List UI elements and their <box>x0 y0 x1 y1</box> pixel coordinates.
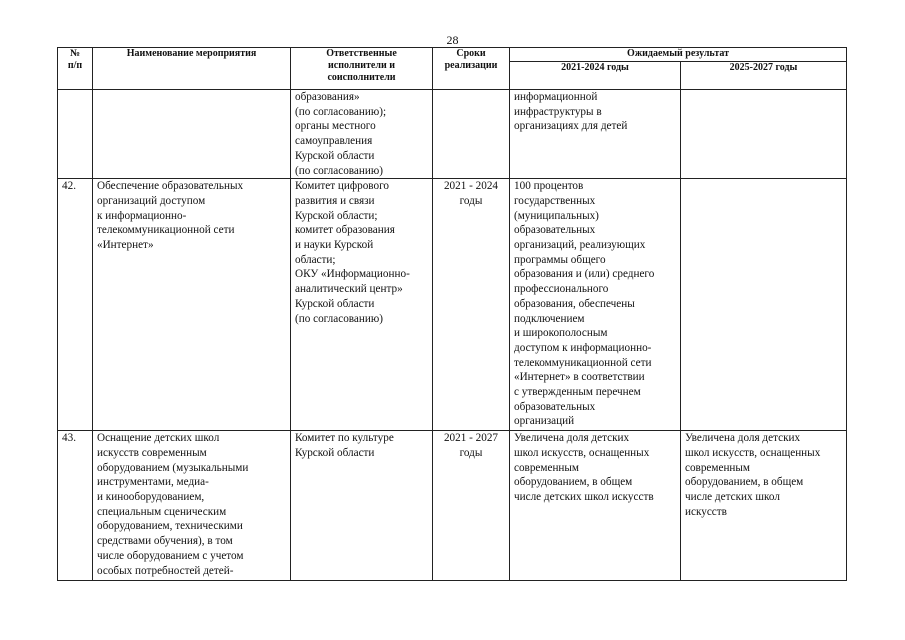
executors: Комитет по культуре Курской области <box>291 431 433 581</box>
measure-name: Оснащение детских школ искусств современным оборудованием (музыкальными инструментами, медиа- и кинооборудованием, специальным сценическим оборудованием, техническими средствами обучения), в том числе оборудованием с учетом особых потребностей детей- <box>93 431 291 581</box>
row-number: 43. <box>58 431 93 581</box>
header-executors: Ответственные исполнители и соисполнители <box>291 48 433 90</box>
measure-name <box>93 90 291 179</box>
terms: 2021 - 2024 годы <box>433 179 510 431</box>
header-measure-name: Наименование мероприятия <box>93 48 291 90</box>
table-row <box>58 90 847 179</box>
measures-table <box>57 47 847 581</box>
page-number: 28 <box>446 33 459 47</box>
table-row <box>58 179 847 431</box>
terms <box>433 90 510 179</box>
executors: Комитет цифрового развития и связи Курской области; комитет образования и науки Курской области; ОКУ «Информационно- аналитический центр» Курской области (по согласованию) <box>291 179 433 431</box>
result-2021-2024: Увеличена доля детских школ искусств, оснащенных современным оборудованием, в общем числе детских школ искусств <box>510 431 681 581</box>
table-row <box>58 431 847 581</box>
result-2025-2027 <box>681 90 847 179</box>
result-2021-2024: информационной инфраструктуры в организациях для детей <box>510 90 681 179</box>
header-result-2025-2027: 2025-2027 годы <box>681 62 847 90</box>
row-number <box>58 90 93 179</box>
measure-name: Обеспечение образовательных организаций доступом к информационно- телекоммуникационной сети «Интернет» <box>93 179 291 431</box>
header-number: № п/п <box>58 48 93 90</box>
terms: 2021 - 2027 годы <box>433 431 510 581</box>
executors: образования» (по согласованию); органы местного самоуправления Курской области (по согласованию) <box>291 90 433 179</box>
result-2025-2027: Увеличена доля детских школ искусств, оснащенных современным оборудованием, в общем числе детских школ искусств <box>681 431 847 581</box>
header-terms: Сроки реализации <box>433 48 510 90</box>
header-result-2021-2024: 2021-2024 годы <box>510 62 681 90</box>
result-2021-2024: 100 процентов государственных (муниципальных) образовательных организаций, реализующих программы общего образования и (или) среднего профессионального образования, обеспечены подключением и широкополосным доступом к информационно- телекоммуникационной сети «Интернет» в соответствии с утвержденным перечнем образовательных организаций <box>510 179 681 431</box>
header-expected-result: Ожидаемый результат <box>510 48 847 62</box>
row-number: 42. <box>58 179 93 431</box>
result-2025-2027 <box>681 179 847 431</box>
